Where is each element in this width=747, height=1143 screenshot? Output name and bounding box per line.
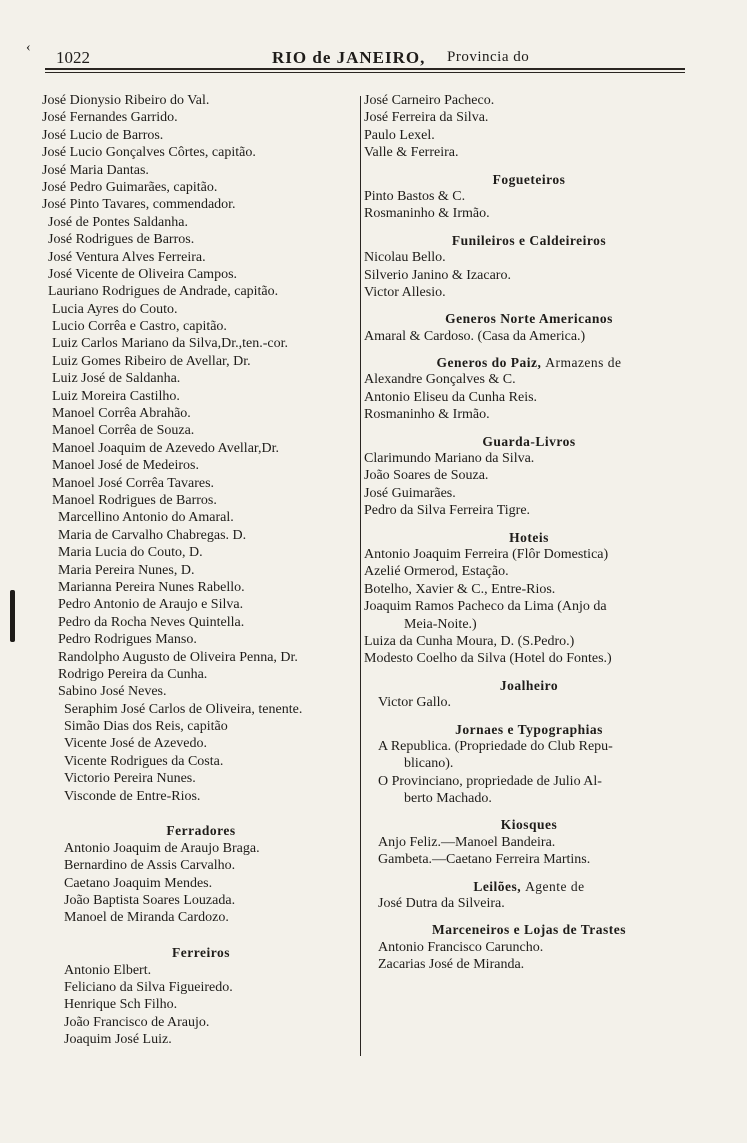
list-item: Victor Allesio. [364, 284, 446, 300]
list-item: Antonio Elbert. [64, 962, 152, 978]
right-column [364, 92, 694, 974]
list-item: Henrique Sch Filho. [64, 997, 178, 1013]
list-item: Sabino José Neves. [58, 684, 167, 700]
list-item: Pedro da Silva Ferreira Tigre. [364, 503, 531, 519]
list-item: Antonio Joaquim de Araujo Braga. [64, 840, 260, 856]
list-item: João Francisco de Araujo. [64, 1014, 210, 1030]
list-item: Maria de Carvalho Chabregas. D. [58, 527, 247, 543]
section-heading-kiosques: Kiosques [500, 817, 558, 833]
spacer [364, 520, 694, 529]
spacer [364, 301, 694, 310]
list-item: Victor Gallo. [378, 695, 452, 711]
list-item: José Carneiro Pacheco. [364, 93, 495, 108]
list-item: Amaral & Cardoso. (Casa da America.) [364, 328, 586, 344]
list-item: Azelié Ormerod, Estação. [364, 564, 509, 580]
list-item: O Provinciano, propriedade de Julio Al- [378, 773, 602, 789]
list-item: Luiz José de Saldanha. [52, 371, 181, 387]
section-heading-fogueteiros: Fogueteiros [492, 171, 566, 187]
list-item: Rosmaninho & Irmão. [364, 206, 490, 222]
left-column [42, 92, 360, 1048]
spacer [364, 424, 694, 433]
name-list-a [42, 92, 360, 805]
ink-blot [10, 590, 15, 642]
list-item: Manoel Corrêa de Souza. [52, 423, 195, 439]
list-item: Manoel José Corrêa Tavares. [52, 475, 215, 491]
list-item: José Dionysio Ribeiro do Val. [42, 93, 210, 108]
list-item: Meia-Noite.) [404, 616, 477, 632]
list-item: Visconde de Entre-Rios. [64, 788, 201, 804]
page-header [42, 44, 684, 70]
list-item: Nicolau Bello. [364, 250, 446, 266]
list-item: Marcellino Antonio do Amaral. [58, 510, 234, 526]
list-item: A Republica. (Propriedade do Club Repu- [378, 738, 613, 754]
spacer [364, 223, 694, 232]
list-item: José Ferreira da Silva. [364, 110, 489, 126]
list-item: José Lucio Gonçalves Côrtes, capitão. [42, 145, 256, 161]
list-item: Luiz Gomes Ribeiro de Avellar, Dr. [52, 353, 251, 369]
column-divider [360, 96, 361, 1056]
page-number: 1022 [56, 48, 90, 67]
list-item: Manoel Corrêa Abrahão. [52, 406, 191, 422]
list-item: José Vicente de Oliveira Campos. [48, 266, 238, 282]
margin-mark: ‹ [26, 40, 31, 55]
list-item: blicano). [404, 756, 454, 772]
header-rule [45, 68, 685, 70]
list-item: Seraphim José Carlos de Oliveira, tenente. [64, 701, 303, 717]
list-item: Maria Pereira Nunes, D. [58, 562, 195, 578]
list-item: Manoel José de Medeiros. [52, 458, 199, 474]
list-item: Luiz Moreira Castilho. [52, 388, 180, 404]
spacer [42, 927, 360, 944]
spacer [364, 807, 694, 816]
list-item: José Lucio de Barros. [42, 127, 164, 143]
list-item: José Pedro Guimarães, capitão. [42, 179, 218, 195]
spacer [364, 912, 694, 921]
list-item: Antonio Eliseu da Cunha Reis. [364, 389, 538, 405]
list-item: Randolpho Augusto de Oliveira Penna, Dr. [58, 649, 298, 665]
spacer [42, 805, 360, 822]
list-item: Lucia Ayres do Couto. [52, 301, 178, 317]
spacer [364, 345, 694, 354]
section-heading-generos-paiz-rest: Armazens de [545, 355, 622, 371]
list-item: José Dutra da Silveira. [378, 896, 505, 912]
list-item: Paulo Lexel. [364, 127, 435, 143]
page-title-rest: Provincia do [447, 49, 530, 65]
list-item: Anjo Feliz.—Manoel Bandeira. [378, 834, 556, 850]
list-item: Manoel Joaquim de Azevedo Avellar,Dr. [52, 440, 280, 456]
section-heading-leiloes-bold: Leilões, [473, 878, 522, 894]
section-heading-generos-paiz [364, 354, 694, 371]
list-item: Botelho, Xavier & C., Entre-Rios. [364, 581, 556, 597]
section-heading-guarda-livros: Guarda-Livros [482, 433, 576, 449]
list-item: Pedro Rodrigues Manso. [58, 632, 197, 648]
list-item: Luiza da Cunha Moura, D. (S.Pedro.) [364, 633, 575, 649]
list-item: Pinto Bastos & C. [364, 188, 466, 204]
section-heading-leiloes-rest: Agente de [525, 878, 585, 894]
list-item: Antonio Joaquim Ferreira (Flôr Domestica) [364, 546, 609, 562]
list-item: Joaquim José Luiz. [64, 1032, 172, 1048]
list-item: Bernardino de Assis Carvalho. [64, 858, 236, 874]
page-title: RIO de JANEIRO, [272, 48, 426, 67]
list-item: Modesto Coelho da Silva (Hotel do Fontes.) [364, 651, 612, 667]
section-heading-hoteis: Hoteis [509, 529, 549, 545]
list-item: Zacarias José de Miranda. [378, 957, 525, 973]
list-item: José Pinto Tavares, commendador. [42, 197, 236, 213]
list-item: Lauriano Rodrigues de Andrade, capitão. [48, 284, 279, 300]
list-item: Silverio Janino & Izacaro. [364, 267, 511, 283]
list-item: Antonio Francisco Caruncho. [378, 939, 544, 955]
section-heading-generos-paiz-bold: Generos do Paiz, [436, 355, 542, 371]
section-heading-jornaes: Jornaes e Typographias [455, 721, 603, 737]
list-item: Simão Dias dos Reis, capitão [64, 719, 228, 735]
list-item: Victorio Pereira Nunes. [64, 771, 196, 787]
list-item: Pedro da Rocha Neves Quintella. [58, 614, 245, 630]
list-item: Vicente Rodrigues da Costa. [64, 753, 224, 769]
spacer [364, 162, 694, 171]
section-heading-ferreiros: Ferreiros [172, 945, 230, 961]
section-heading-funileiros: Funileiros e Caldeireiros [451, 232, 607, 248]
list-item: Joaquim Ramos Pacheco da Lima (Anjo da [364, 599, 607, 615]
section-heading-generos-norte: Generos Norte Americanos [445, 311, 613, 327]
list-item: José Guimarães. [364, 485, 456, 501]
list-item: Gambeta.—Caetano Ferreira Martins. [378, 852, 591, 868]
list-item: José Ventura Alves Ferreira. [48, 249, 206, 265]
section-heading-joalheiro: Joalheiro [499, 677, 559, 693]
section-heading-ferradores: Ferradores [166, 823, 236, 839]
list-item: João Baptista Soares Louzada. [64, 892, 236, 908]
list-item: José Maria Dantas. [42, 162, 149, 178]
section-heading-marceneiros: Marceneiros e Lojas de Trastes [432, 922, 626, 938]
list-item: Maria Lucia do Couto, D. [58, 545, 203, 561]
header-rule-thin [45, 72, 685, 73]
list-item: Manoel de Miranda Cardozo. [64, 910, 229, 926]
list-item: Valle & Ferreira. [364, 145, 459, 161]
list-item: Luiz Carlos Mariano da Silva,Dr.,ten.-cor. [52, 336, 288, 352]
list-item: Manoel Rodrigues de Barros. [52, 492, 217, 508]
section-heading-leiloes [364, 878, 694, 895]
list-item: José Rodrigues de Barros. [48, 232, 195, 248]
list-item: José Fernandes Garrido. [42, 110, 178, 126]
list-item: Alexandre Gonçalves & C. [364, 372, 516, 388]
list-item: berto Machado. [404, 791, 492, 807]
list-item: Rodrigo Pereira da Cunha. [58, 666, 208, 682]
list-item: Pedro Antonio de Araujo e Silva. [58, 597, 244, 613]
list-item: Lucio Corrêa e Castro, capitão. [52, 319, 227, 335]
list-item: Vicente José de Azevedo. [64, 736, 207, 752]
list-item: Feliciano da Silva Figueiredo. [64, 979, 233, 995]
list-item: João Soares de Souza. [364, 468, 489, 484]
spacer [364, 668, 694, 677]
spacer [364, 712, 694, 721]
list-item: Clarimundo Mariano da Silva. [364, 451, 535, 467]
list-item: Marianna Pereira Nunes Rabello. [58, 579, 245, 595]
list-item: José de Pontes Saldanha. [48, 214, 188, 230]
list-item: Rosmaninho & Irmão. [364, 407, 490, 423]
list-item: Caetano Joaquim Mendes. [64, 875, 213, 891]
spacer [364, 869, 694, 878]
